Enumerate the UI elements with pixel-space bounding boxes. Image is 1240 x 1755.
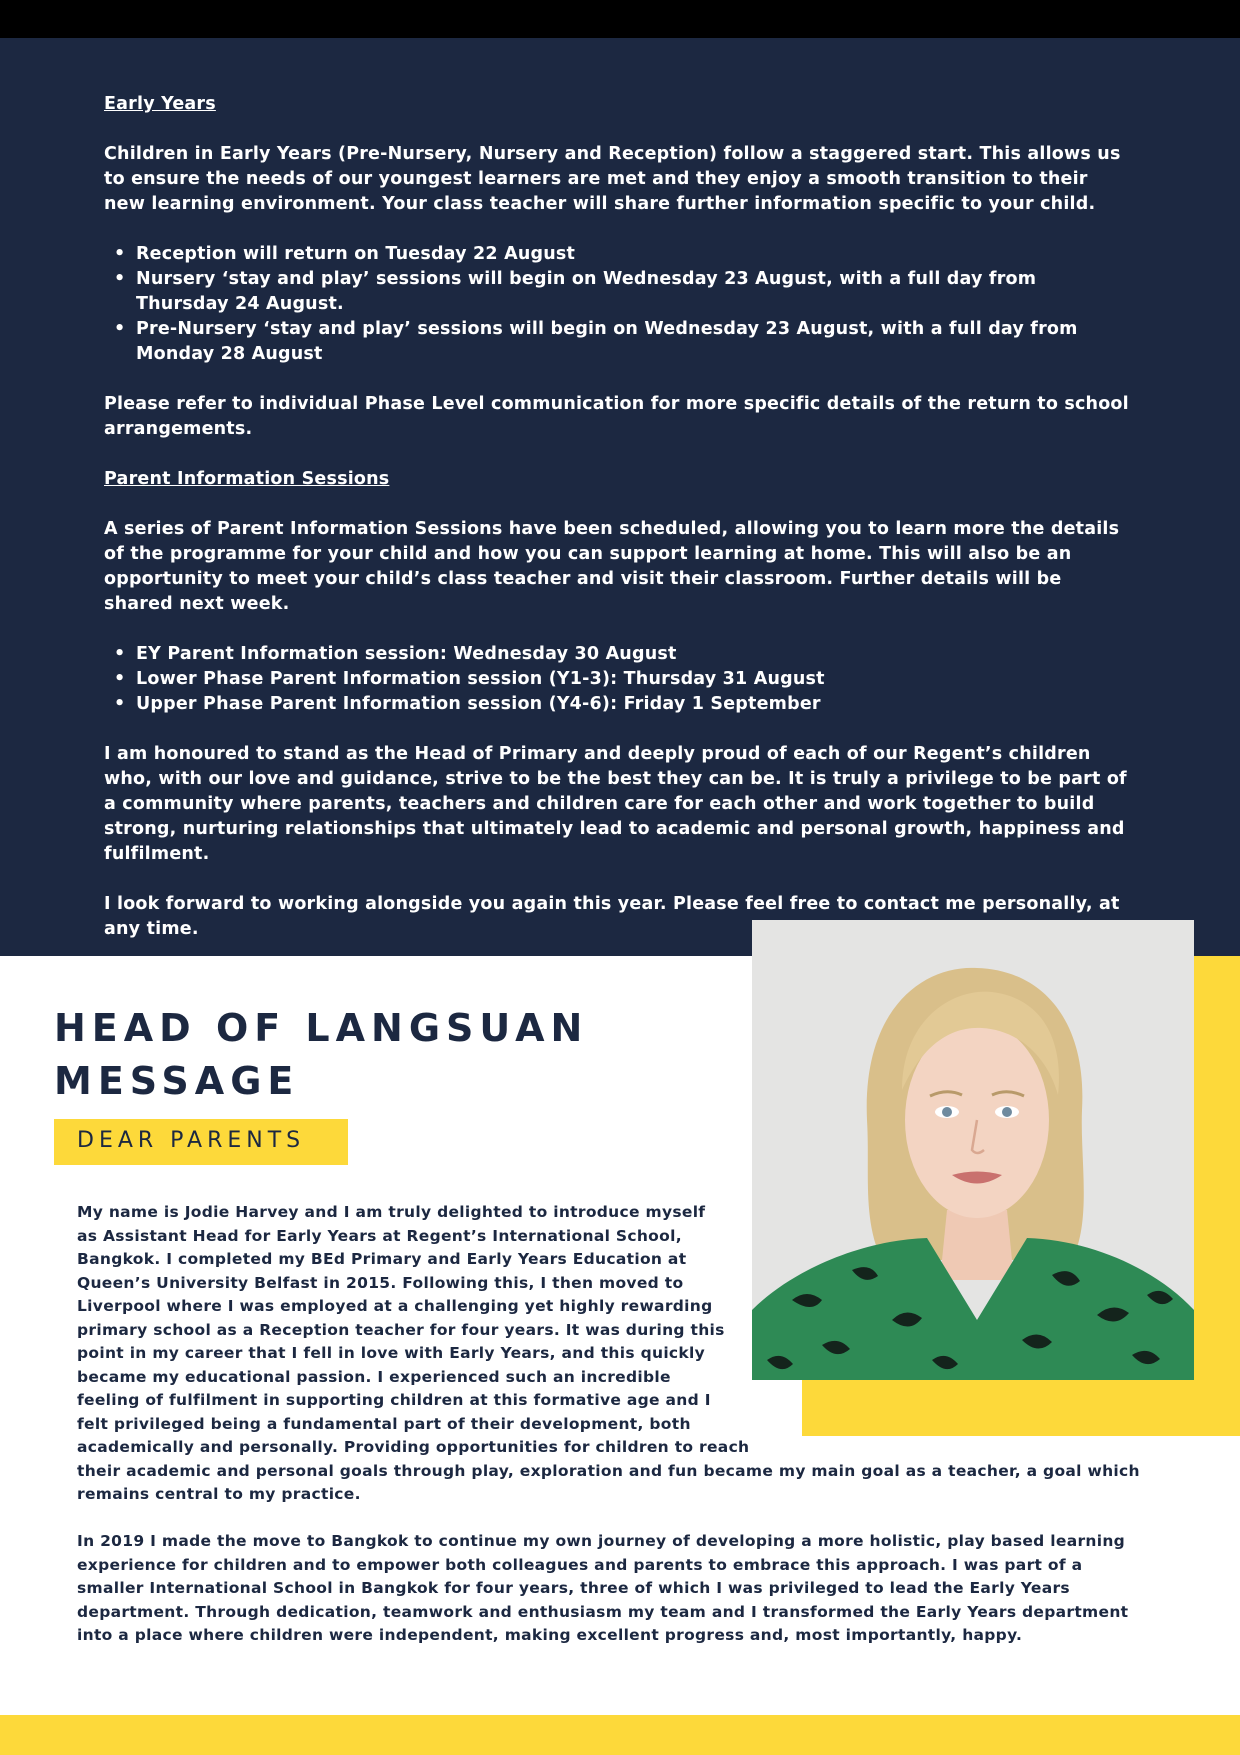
title-line: HEAD OF LANGSUAN — [54, 1006, 589, 1050]
parent-sessions-intro: A series of Parent Information Sessions have been scheduled, allowing you to learn more the details of the programme for your child and how you can support learning at home. This will also be an opportunity to meet your child’s class teacher and visit their classroom. Further details will be shared next week. — [104, 519, 1120, 614]
text-line: became my educational passion. I experienced such an incredible — [77, 1367, 671, 1386]
bottom-bar — [0, 1715, 1240, 1755]
list-item: • Upper Phase Parent Information session (Y4-6): Friday 1 September — [136, 692, 1134, 717]
subtitle-banner — [54, 1119, 348, 1165]
closing-paragraph: I am honoured to stand as the Head of Primary and deeply proud of each of our Regent’s children who, with our love and guidance, strive to be the best they can be. It is truly a privilege to be part of a community where parents, teachers and children care for each other and work together to build strong, nurturing relationships that ultimately lead to academic and personal growth, happiness and fulfilment. — [104, 744, 1127, 864]
closing-paragraph: I look forward to working alongside you again this year. Please feel free to contact me personally, at any time. — [104, 894, 1120, 939]
text-line: point in my career that I fell in love with Early Years, and this quickly — [77, 1344, 706, 1362]
text-line: department. Through dedication, teamwork and enthusiasm my team and I transformed the Early Years department — [77, 1602, 1129, 1621]
text-line: In 2019 I made the move to Bangkok to continue my own journey of developing a more holistic, play based learning — [77, 1532, 1126, 1550]
newsletter-content — [104, 92, 1134, 967]
top-bar — [0, 0, 1240, 38]
early-years-heading: Early Years — [104, 94, 216, 114]
parent-sessions-list — [104, 642, 1134, 717]
text-line: smaller International School in Bangkok for four years, three of which I was privileged to lead the Early Years — [77, 1579, 1070, 1597]
title-line: MESSAGE — [54, 1059, 300, 1103]
text-line: primary school as a Reception teacher for four years. It was during this — [77, 1320, 725, 1339]
text-line: Queen’s University Belfast in 2015. Following this, I then moved to — [77, 1273, 684, 1292]
parent-sessions-heading: Parent Information Sessions — [104, 469, 390, 489]
list-item: • EY Parent Information session: Wednesday 30 August — [136, 642, 1134, 667]
text-line: remains central to my practice. — [77, 1485, 361, 1503]
early-years-dates-list — [104, 242, 1134, 367]
text-line: academically and personally. Providing opportunities for children to reach — [77, 1438, 750, 1456]
list-item: • Reception will return on Tuesday 22 August — [136, 242, 1134, 267]
text-line: their academic and personal goals through play, exploration and fun became my main goal as a teacher, a goal which — [77, 1461, 1140, 1480]
newsletter-continued-section — [0, 38, 1240, 956]
text-line: into a place where children were independent, making excellent progress and, most importantly, happy. — [77, 1626, 1023, 1644]
section-title — [54, 1002, 588, 1108]
list-item: • Lower Phase Parent Information session (Y1-3): Thursday 31 August — [136, 667, 1134, 692]
subtitle-text: DEAR PARENTS — [77, 1128, 306, 1153]
text-line: feeling of fulfilment in supporting children at this formative age and I — [77, 1391, 711, 1409]
letter-body — [77, 1201, 1140, 1648]
list-item: • Pre-Nursery ‘stay and play’ sessions will begin on Wednesday 23 August, with a full day from Monday 28 August — [136, 317, 1134, 367]
paragraph-gap — [77, 1507, 1140, 1531]
text-line: My name is Jodie Harvey and I am truly delighted to introduce myself — [77, 1203, 706, 1221]
text-line: as Assistant Head for Early Years at Regent’s International School, — [77, 1226, 682, 1245]
text-line: experience for children and to empower both colleagues and parents to embrace this approach. I was part of a — [77, 1555, 1083, 1574]
list-item: • Nursery ‘stay and play’ sessions will begin on Wednesday 23 August, with a full day from Thursday 24 August. — [136, 267, 1134, 317]
text-line: Liverpool where I was employed at a challenging yet highly rewarding — [77, 1297, 713, 1315]
text-line: felt privileged being a fundamental part of their development, both — [77, 1414, 691, 1433]
early-years-intro: Children in Early Years (Pre-Nursery, Nursery and Reception) follow a staggered start. This allows us to ensure the needs of our youngest learners are met and they enjoy a smooth transition to their new learning environment. Your class teacher will share further information specific to your child. — [104, 144, 1121, 214]
phase-level-note: Please refer to individual Phase Level communication for more specific details of the return to school arrangements. — [104, 394, 1129, 439]
text-line: Bangkok. I completed my BEd Primary and Early Years Education at — [77, 1250, 687, 1268]
